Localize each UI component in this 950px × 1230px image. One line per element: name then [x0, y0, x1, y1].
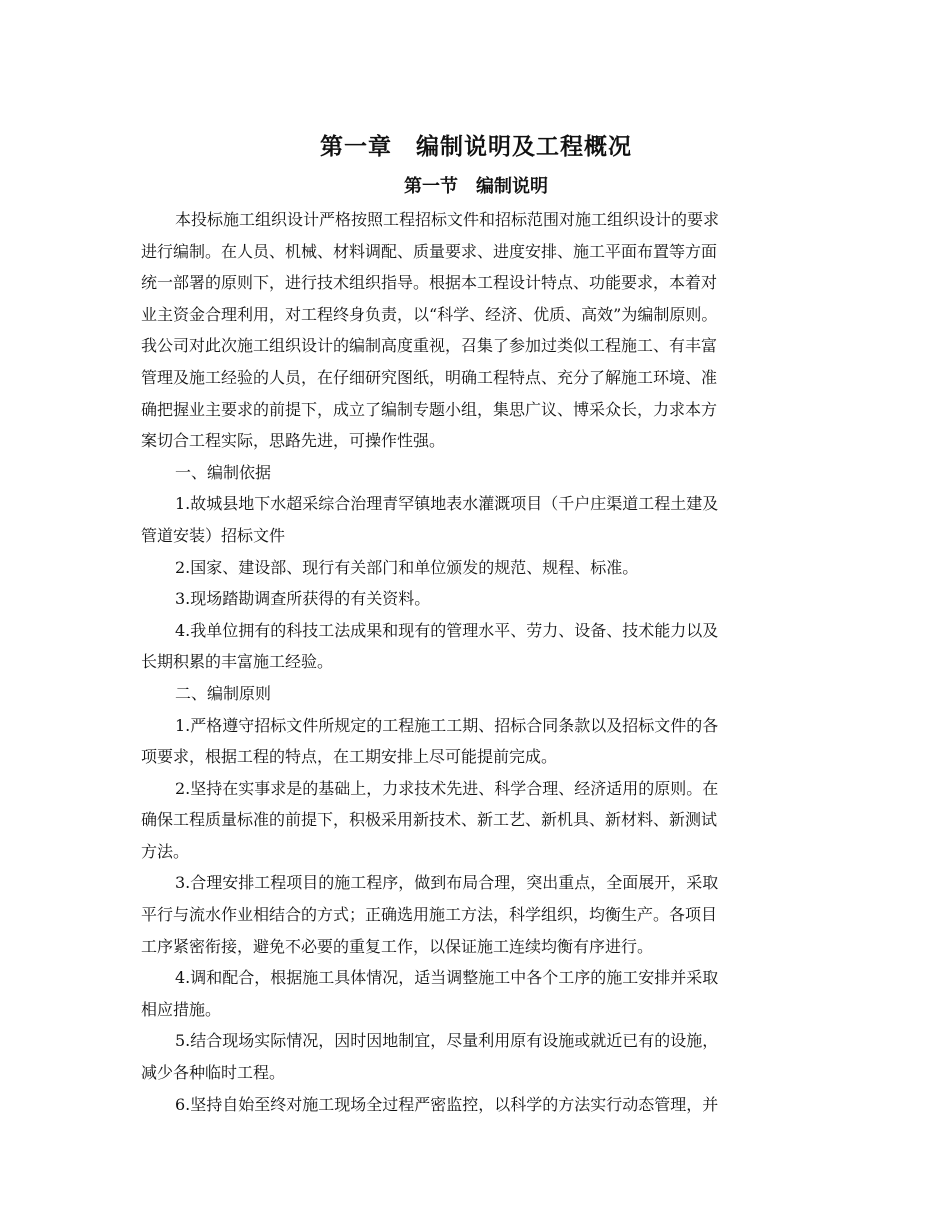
- paragraph-principle-4: [141, 962, 811, 1025]
- paragraph-line: 6.坚持自始至终对施工现场全过程严密监控，以科学的方法实行动态管理，并: [175, 1094, 719, 1114]
- paragraph-line: 方法。: [141, 841, 190, 861]
- paragraph-line: 工序紧密衔接，避免不必要的重复工作，以保证施工连续均衡有序进行。: [141, 936, 654, 956]
- paragraph-line: 业主资金合理利用，对工程终身负责，以“科学、经济、优质、高效”为编制原则。: [141, 304, 718, 324]
- paragraph-line: 一、编制依据: [175, 462, 272, 482]
- paragraph-line: 2.国家、建设部、现行有关部门和单位颁发的规范、规程、标准。: [175, 557, 639, 577]
- paragraph-line: 长期积累的丰富施工经验。: [141, 652, 334, 672]
- paragraph-line: 3.现场踏勘调查所获得的有关资料。: [175, 589, 431, 609]
- paragraph-line: 1.严格遵守招标文件所规定的工程施工工期、招标合同条款以及招标文件的各: [175, 715, 719, 735]
- paragraph-basis-1: [141, 488, 811, 551]
- paragraph-line: 二、编制原则: [175, 683, 272, 703]
- paragraph-principle-heading: [141, 678, 811, 710]
- paragraph-line: 案切合工程实际，思路先进，可操作性强。: [141, 431, 446, 451]
- paragraph-line: 平行与流水作业相结合的方式；正确选用施工方法，科学组织，均衡生产。各项目: [141, 905, 718, 925]
- paragraph-line: 1.故城县地下水超采综合治理青罕镇地表水灌溉项目（千户庄渠道工程土建及: [175, 494, 719, 514]
- paragraph-line: 确把握业主要求的前提下，成立了编制专题小组，集思广议、博采众长，力求本方: [141, 399, 718, 419]
- paragraph-line: 管理及施工经验的人员，在仔细研究图纸，明确工程特点、充分了解施工环境、准: [141, 367, 718, 387]
- paragraph-principle-1: [141, 710, 811, 773]
- paragraph-basis-3: [141, 583, 811, 615]
- body-text: [141, 204, 811, 1120]
- paragraph-principle-6: [141, 1089, 811, 1121]
- paragraph-line: 3.合理安排工程项目的施工程序，做到布局合理，突出重点，全面展开，采取: [175, 873, 719, 893]
- paragraph-basis-2: [141, 552, 811, 584]
- paragraph-intro: [141, 204, 811, 457]
- chapter-number: 第一章: [320, 133, 392, 160]
- paragraph-principle-3: [141, 867, 811, 962]
- paragraph-line: 2.坚持在实事求是的基础上，力求技术先进、科学合理、经济适用的原则。在: [175, 778, 719, 798]
- paragraph-line: 减少各种临时工程。: [141, 1063, 286, 1083]
- section-name: 编制说明: [476, 176, 548, 197]
- chapter-title: [141, 128, 811, 166]
- document-page: [141, 128, 811, 1120]
- section-number: 第一节: [404, 176, 458, 197]
- section-title: [141, 170, 811, 204]
- paragraph-basis-4: [141, 615, 811, 678]
- paragraph-line: 项要求，根据工程的特点，在工期安排上尽可能提前完成。: [141, 747, 558, 767]
- paragraph-basis-heading: [141, 457, 811, 489]
- paragraph-line: 相应措施。: [141, 999, 222, 1019]
- paragraph-line: 统一部署的原则下，进行技术组织指导。根据本工程设计特点、功能要求，本着对: [141, 273, 718, 293]
- paragraph-line: 我公司对此次施工组织设计的编制高度重视，召集了参加过类似工程施工、有丰富: [141, 336, 718, 356]
- paragraph-line: 确保工程质量标准的前提下，积极采用新技术、新工艺、新机具、新材料、新测试: [141, 810, 718, 830]
- paragraph-line: 管道安装）招标文件: [141, 525, 286, 545]
- paragraph-line: 本投标施工组织设计严格按照工程招标文件和招标范围对施工组织设计的要求: [175, 210, 720, 229]
- paragraph-principle-5: [141, 1025, 811, 1088]
- paragraph-principle-2: [141, 773, 811, 868]
- paragraph-line: 4.调和配合，根据施工具体情况，适当调整施工中各个工序的施工安排并采取: [175, 968, 719, 988]
- paragraph-line: 5.结合现场实际情况，因时因地制宜，尽量利用原有设施或就近已有的设施，: [175, 1031, 719, 1051]
- paragraph-line: 进行编制。在人员、机械、材料调配、质量要求、进度安排、施工平面布置等方面: [141, 241, 718, 261]
- paragraph-line: 4.我单位拥有的科技工法成果和现有的管理水平、劳力、设备、技术能力以及: [175, 620, 719, 640]
- chapter-name: 编制说明及工程概况: [416, 133, 632, 160]
